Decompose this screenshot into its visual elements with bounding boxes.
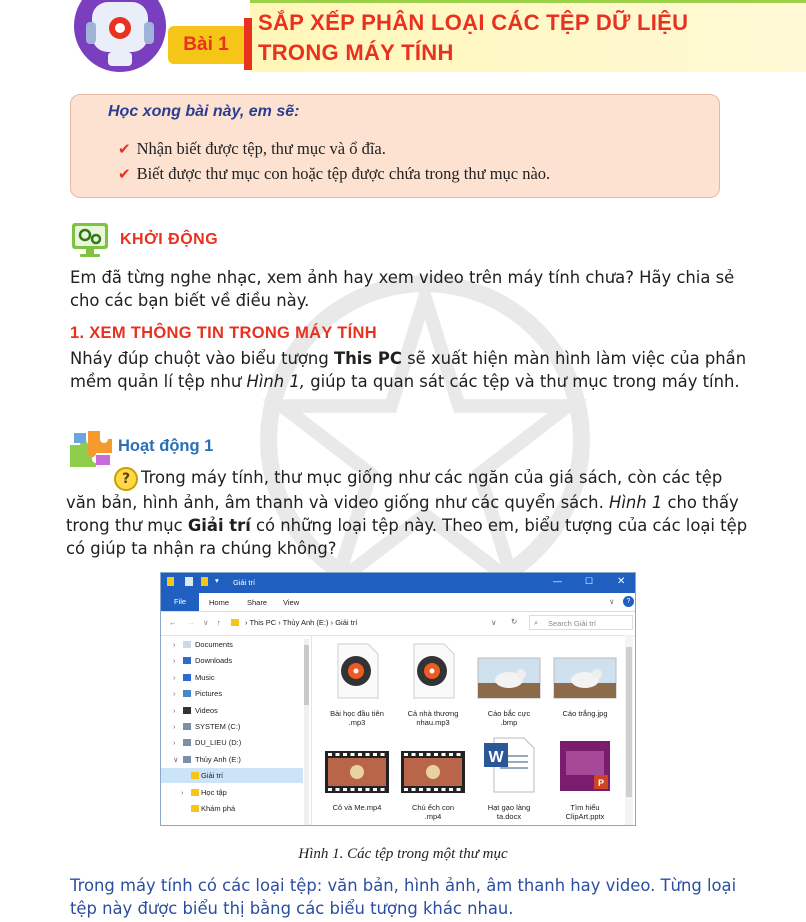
expand-arrow-icon[interactable]: › [173, 722, 176, 731]
file-name[interactable]: Cô và Me.mp4 [332, 803, 382, 812]
drive-icon [183, 739, 191, 746]
objectives-title: Học xong bài này, em sẽ: [108, 103, 300, 120]
svg-text:P: P [597, 778, 605, 788]
expand-arrow-icon[interactable]: › [181, 787, 184, 797]
audio-file-icon[interactable] [330, 643, 384, 699]
tab-share[interactable]: Share [247, 598, 268, 607]
file-name[interactable]: Cả nhà thương nhau.mp3 [407, 709, 459, 727]
expand-arrow-icon[interactable]: › [173, 705, 176, 715]
address-row [161, 611, 635, 636]
figure-caption: Hình 1. Các tệp trong một thư mục [298, 846, 508, 862]
nav-item[interactable]: DU_LIEU (D:) [195, 738, 242, 748]
nav-item[interactable]: Khám phá [201, 804, 236, 813]
file-name[interactable]: Bài học đầu tiên .mp3 [330, 709, 384, 727]
word-file-icon[interactable] [482, 737, 536, 793]
question-icon: ? [114, 467, 138, 491]
expand-arrow-icon[interactable]: › [173, 640, 176, 649]
section-title: 1. XEM THÔNG TIN TRONG MÁY TÍNH [70, 324, 377, 342]
warmup-title: KHỞI ĐỘNG [120, 231, 219, 248]
video-file-icon[interactable] [325, 751, 389, 793]
nav-selected-highlight [161, 768, 303, 783]
tab-view[interactable]: View [283, 598, 300, 607]
nav-item[interactable]: Thủy Anh (E:) [195, 754, 241, 764]
maximize-button[interactable]: ☐ [585, 576, 594, 586]
video-file-icon[interactable] [401, 751, 465, 793]
lesson-label: Bài 1 [168, 26, 244, 64]
breadcrumb[interactable]: › This PC › Thủy Anh (E:) › Giải trí [245, 618, 358, 627]
objective-item: ✔ Biết được thư mục con hoặc tệp được chứa trong thư mục nào. [118, 164, 551, 183]
file-name[interactable]: Cáo trắng.jpg [562, 709, 608, 718]
file-name[interactable]: Cáo bắc cực .bmp [487, 709, 531, 727]
lesson-title-line1: SẮP XẾP PHÂN LOẠI CÁC TỆP DỮ LIỆU [258, 10, 689, 35]
check-icon: ✔ [118, 165, 131, 183]
drive-icon [183, 723, 191, 730]
lesson-title-line2: TRONG MÁY TÍNH [258, 40, 454, 65]
new-folder-icon[interactable] [201, 577, 208, 586]
search-box[interactable] [529, 615, 633, 630]
back-icon[interactable]: ← [169, 618, 177, 627]
search-placeholder: Search Giải trí [548, 619, 596, 628]
close-button[interactable]: ✕ [617, 576, 626, 587]
ribbon [161, 593, 635, 612]
folder-icon [167, 577, 174, 586]
file-name[interactable]: Tìm hiểu ClipArt.pptx [565, 803, 605, 821]
library-icon [183, 674, 191, 681]
nav-item[interactable]: SYSTEM (C:) [195, 722, 241, 731]
folder-icon [191, 772, 199, 779]
up-icon[interactable]: ↑ [217, 618, 221, 627]
check-icon: ✔ [118, 140, 131, 158]
objective-item: ✔ Nhận biết được tệp, thư mục và ổ đĩa. [118, 139, 386, 158]
quick-access-dropdown[interactable]: ▾ [215, 576, 219, 585]
recent-dropdown-icon[interactable]: ∨ [203, 618, 209, 627]
robot-icon [68, 0, 172, 72]
library-icon [183, 641, 191, 648]
nav-scrollbar[interactable] [304, 639, 309, 825]
image-file-icon[interactable] [553, 657, 617, 699]
nav-item[interactable]: Pictures [195, 689, 223, 699]
minimize-button[interactable]: — [553, 576, 562, 586]
library-icon [183, 707, 191, 714]
monitor-gears-icon [70, 220, 110, 260]
drive-icon [183, 756, 191, 763]
summary-text: Trong máy tính có các loại tệp: văn bản, hình ảnh, âm thanh hay video. Từng loại tệp này được biểu thị bằng các biểu tượng khác nhau. [70, 876, 737, 918]
nav-item[interactable]: Học tập [201, 787, 227, 797]
nav-item[interactable]: Videos [195, 705, 218, 715]
address-dropdown-icon[interactable]: ∨ [491, 618, 497, 627]
activity-title: Hoạt động 1 [118, 437, 214, 455]
activity-text: ? Trong máy tính, thư mục giống như các ngăn của giá sách, còn các tệp văn bản, hình ảnh, âm thanh và video giống như các quyển sách. Hình 1 cho thấy trong thư mục Giải trí có những loại tệp này. Theo em, biểu tượng của các loại tệp có giúp ta nhận ra chúng không? [66, 468, 748, 558]
folder-icon [231, 619, 239, 626]
nav-item[interactable]: Giải trí [201, 771, 224, 781]
expand-arrow-icon[interactable]: › [173, 656, 176, 666]
properties-icon[interactable] [185, 577, 193, 586]
ribbon-expand-icon[interactable]: ∨ [609, 597, 615, 606]
folder-icon [191, 789, 199, 796]
collapse-arrow-icon[interactable]: ∨ [173, 754, 179, 764]
refresh-icon[interactable]: ↻ [511, 617, 518, 626]
tab-file[interactable]: File [161, 593, 199, 611]
nav-item[interactable]: Music [195, 672, 215, 682]
puzzle-icon [66, 427, 114, 469]
title-bar [161, 573, 635, 593]
folder-icon [191, 805, 199, 812]
powerpoint-file-icon[interactable] [558, 737, 612, 793]
audio-file-icon[interactable] [406, 643, 460, 699]
tab-home[interactable]: Home [209, 598, 230, 607]
library-icon [183, 657, 191, 664]
files-scrollbar[interactable] [625, 635, 633, 825]
nav-item[interactable]: Downloads [195, 656, 233, 666]
library-icon [183, 690, 191, 697]
file-name[interactable]: Hạt gạo làng ta.docx [487, 803, 531, 821]
image-file-icon[interactable] [477, 657, 541, 699]
lesson-label-stripe [244, 18, 252, 70]
warmup-text: Em đã từng nghe nhạc, xem ảnh hay xem video trên máy tính chưa? Hãy chia sẻ cho các bạn biết về điều này. [70, 268, 735, 310]
search-icon: ⌕ [534, 618, 539, 627]
forward-icon[interactable]: → [187, 618, 195, 627]
nav-item[interactable]: Documents [195, 640, 233, 649]
file-explorer-window [160, 572, 636, 826]
expand-arrow-icon[interactable]: › [173, 689, 176, 699]
file-name[interactable]: Chú ếch con .mp4 [411, 803, 455, 821]
expand-arrow-icon[interactable]: › [173, 672, 176, 682]
help-icon[interactable]: ? [623, 596, 634, 607]
expand-arrow-icon[interactable]: › [173, 738, 176, 748]
svg-text:W: W [488, 749, 504, 766]
section-paragraph: Nháy đúp chuột vào biểu tượng This PC sẽ xuất hiện màn hình làm việc của phần mềm quản lí tệp như Hình 1, giúp ta quan sát các tệp và thư mục trong máy tính. [70, 349, 747, 391]
window-title: Giải trí [233, 578, 256, 587]
